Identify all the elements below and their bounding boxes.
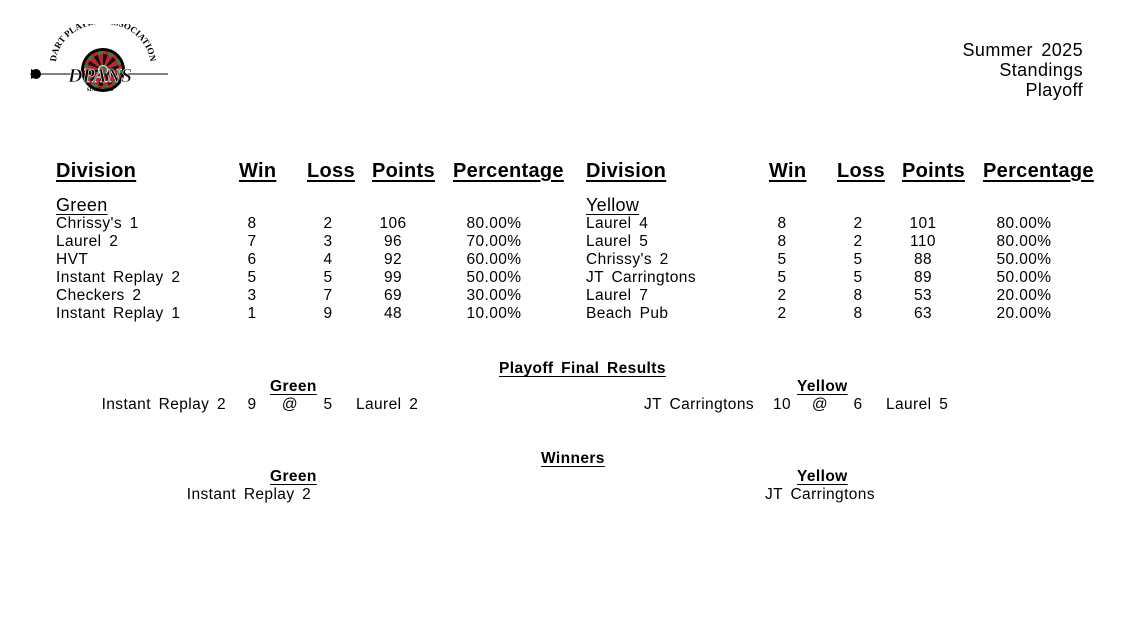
col-header-win-left: Win — [239, 160, 277, 182]
col-header-points-right: Points — [902, 160, 965, 182]
points-value: 92 — [383, 251, 403, 268]
percentage-value: 70.00% — [466, 233, 522, 250]
playoff-yellow-score1: 10 — [772, 396, 792, 413]
percentage-value: 50.00% — [996, 269, 1052, 286]
logo-arc-text: DART PLAY OCIATION — [48, 24, 158, 63]
loss-value: 8 — [853, 305, 863, 322]
win-value: 2 — [777, 305, 787, 322]
win-value: 3 — [247, 287, 257, 304]
dartboard-logo-icon — [28, 24, 170, 94]
win-value: 5 — [777, 251, 787, 268]
percentage-value: 80.00% — [996, 233, 1052, 250]
loss-value: 5 — [323, 269, 333, 286]
team-name: JT Carringtons — [586, 269, 696, 286]
col-header-points-left: Points — [372, 160, 435, 182]
points-value: 101 — [909, 215, 937, 232]
playoff-yellow-team1: JT Carringtons — [644, 396, 754, 413]
team-name: Laurel 7 — [586, 287, 649, 304]
loss-value: 2 — [853, 233, 863, 250]
loss-value: 2 — [853, 215, 863, 232]
col-header-loss-right: Loss — [837, 160, 885, 182]
loss-value: 4 — [323, 251, 333, 268]
loss-value: 2 — [323, 215, 333, 232]
season-title: Summer 2025 — [962, 40, 1083, 60]
playoff-yellow-score2: 6 — [853, 396, 863, 413]
loss-value: 8 — [853, 287, 863, 304]
col-header-win-right: Win — [769, 160, 807, 182]
points-value: 106 — [379, 215, 407, 232]
playoff-green-score1: 9 — [247, 396, 257, 413]
playoff-green-label: Green — [270, 378, 317, 395]
loss-value: 5 — [853, 251, 863, 268]
percentage-value: 10.00% — [466, 305, 522, 322]
loss-value: 9 — [323, 305, 333, 322]
playoff-green-team1: Instant Replay 2 — [101, 396, 226, 413]
col-header-percentage-right: Percentage — [983, 160, 1094, 182]
points-value: 96 — [383, 233, 403, 250]
percentage-value: 20.00% — [996, 287, 1052, 304]
playoff-results-title: Playoff Final Results — [499, 360, 666, 377]
percentage-value: 80.00% — [466, 215, 522, 232]
col-header-division-left: Division — [56, 160, 137, 182]
win-value: 8 — [777, 215, 787, 232]
playoff-green-score2: 5 — [323, 396, 333, 413]
division-name-yellow: Yellow — [586, 195, 640, 215]
win-value: 7 — [247, 233, 257, 250]
win-value: 5 — [777, 269, 787, 286]
points-value: 53 — [913, 287, 933, 304]
win-value: 6 — [247, 251, 257, 268]
win-value: 8 — [777, 233, 787, 250]
logo-since-text: SINCE 2016 — [86, 88, 114, 93]
playoff-yellow-team2: Laurel 5 — [886, 396, 949, 413]
col-header-loss-left: Loss — [307, 160, 355, 182]
playoff-green-at: @ — [281, 396, 299, 413]
playoff-yellow-at: @ — [811, 396, 829, 413]
col-header-percentage-left: Percentage — [453, 160, 564, 182]
percentage-value: 80.00% — [996, 215, 1052, 232]
standings-title: Standings — [999, 60, 1083, 80]
team-name: Instant Replay 1 — [56, 305, 181, 322]
loss-value: 5 — [853, 269, 863, 286]
loss-value: 3 — [323, 233, 333, 250]
percentage-value: 50.00% — [466, 269, 522, 286]
winners-yellow-team: JT Carringtons — [765, 486, 875, 503]
points-value: 63 — [913, 305, 933, 322]
team-name: Chrissy's 1 — [56, 215, 139, 232]
team-name: Laurel 4 — [586, 215, 649, 232]
league-logo — [28, 24, 170, 94]
percentage-value: 50.00% — [996, 251, 1052, 268]
loss-value: 7 — [323, 287, 333, 304]
win-value: 2 — [777, 287, 787, 304]
winners-green-label: Green — [270, 468, 317, 485]
team-name: Chrissy's 2 — [586, 251, 669, 268]
win-value: 8 — [247, 215, 257, 232]
points-value: 48 — [383, 305, 403, 322]
playoff-yellow-label: Yellow — [797, 378, 848, 395]
points-value: 89 — [913, 269, 933, 286]
points-value: 99 — [383, 269, 403, 286]
division-name-green: Green — [56, 195, 108, 215]
percentage-value: 60.00% — [466, 251, 522, 268]
playoff-green-team2: Laurel 2 — [356, 396, 419, 413]
win-value: 5 — [247, 269, 257, 286]
win-value: 1 — [247, 305, 257, 322]
points-value: 69 — [383, 287, 403, 304]
team-name: Laurel 5 — [586, 233, 649, 250]
playoff-title: Playoff — [1025, 80, 1083, 100]
team-name: Instant Replay 2 — [56, 269, 181, 286]
winners-title: Winners — [541, 450, 605, 467]
points-value: 110 — [910, 233, 936, 250]
percentage-value: 30.00% — [466, 287, 522, 304]
points-value: 88 — [913, 251, 933, 268]
team-name: Laurel 2 — [56, 233, 119, 250]
winners-yellow-label: Yellow — [797, 468, 848, 485]
team-name: Checkers 2 — [56, 287, 142, 304]
team-name: HVT — [56, 251, 89, 268]
logo-main-text: DPANS — [67, 65, 133, 87]
team-name: Beach Pub — [586, 305, 669, 322]
winners-green-team: Instant Replay 2 — [186, 486, 312, 503]
col-header-division-right: Division — [586, 160, 667, 182]
percentage-value: 20.00% — [996, 305, 1052, 322]
